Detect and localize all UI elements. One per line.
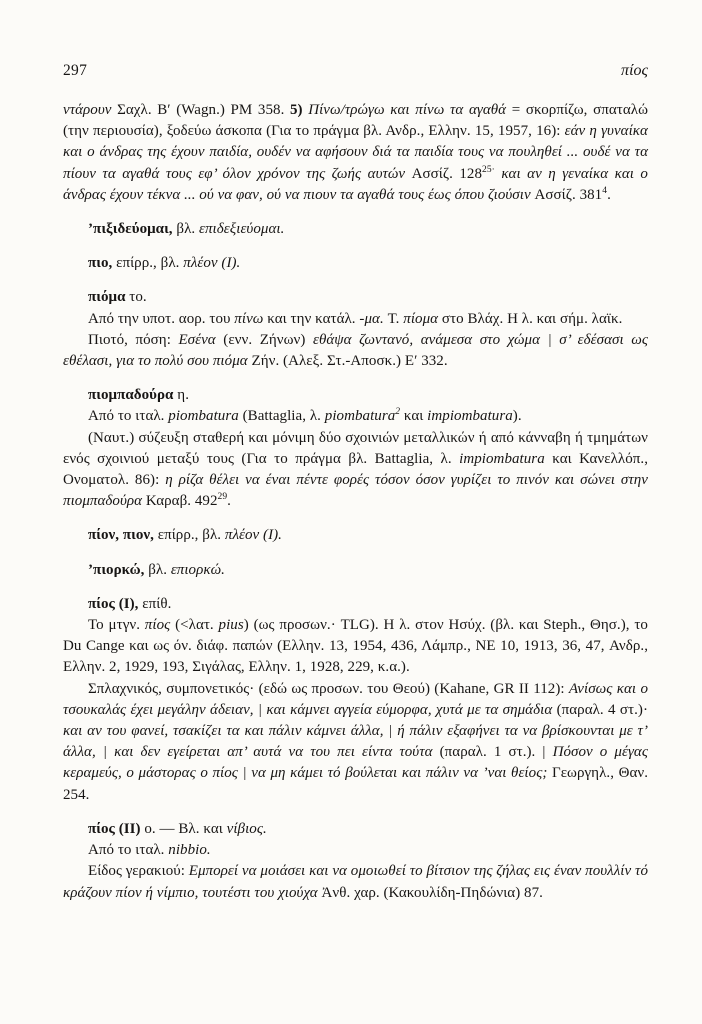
pioma-definition: Πιοτό, πόση: Εσένα (ενν. Ζήνων) εθάψα ζωντανό, ανάμεσα στο χώμα | σ’ εδέσασι ως εθέλασι, για το πολύ σου πιόμα Ζήν. (Αλεξ. Στ.-Αποσκ.) Ε′ 332. (63, 331, 648, 370)
pios-2-definition: Είδος γερακιού: Εμπορεί να μοιάσει και να ομοιωθεί το βίτσιον της ζήλας εις έναν πουλλίν τό κράζουν πίον ή νίμπιο, τουτέστι του χιούχα Ἀνθ. χαρ. (Κακουλίδη-Πηδώνια) 87. (63, 863, 648, 901)
piompadoura-etymology: Από το ιταλ. piombatura (Battaglia, λ. piombatura$^2$ και impiombatura). (88, 407, 522, 425)
page-body (63, 100, 648, 904)
pios-1-etymology: Το μτγν. πίος (<λατ. pius) (ως προσων.· TLG). Η λ. στον Ησύχ. (βλ. και Steph., Θησ.), το Du Cange και ως όν. διάφ. παπών (Ελλην. 13, 1954, 436, Λάμπρ., NE 10, 1913, 36, 47, Ανδρ., Ελλην. 2, 1929, 193, Σιγάλας, Ελλην. 1, 1928, 229, κ.α.). (63, 617, 648, 676)
entry-pixidevomai: ’πιξιδεύομαι, βλ. επιδεξιεύομαι. (88, 221, 285, 238)
entry-piompadoura-headword: πιομπαδούρα η. (88, 387, 189, 404)
pios-1-definition: Σπλαχνικός, συμπονετικός· (εδώ ως προσων. του Θεού) (Kahane, GR II 112): Ανίσως και ο τσουκαλάς έχει μεγάλην άδειαν, | και κάμνει αγγεία εύμορφα, χυτά με τα σημάδια (παραλ. 4 στ.)· και αν του φανεί, τσακίζει τα και πάλιν κάμνει άλλα, | ή πάλιν εξαφήνει τα να βρίσκουνται με τ’ άλλα, | και δεν εγείρεται απ’ αυτά να του πει είντα τούτα (παραλ. 1 στ.). | Πόσον ο μέγας κεραμεύς, ο μάστορας ο πίος | να μη κάμει τό βούλεται και πάλιν να ’ναι θείος; Γεωργηλ., Θαν. 254. (63, 680, 648, 803)
entry-pioma-headword: πιόμα το. (88, 289, 147, 306)
pios-2-etymology: Από το ιταλ. nibbio. (88, 842, 211, 859)
entry-pios-2-headword: πίος (ΙΙ) ο. — Βλ. και νίβιος. (88, 820, 267, 837)
piompadoura-definition: (Ναυτ.) σύζευξη σταθερή και μόνιμη δύο σχοινιών μεταλλικών ή από κάνναβη ή τμημάτων ενός σχοινιού μεταξύ τους (Για το πράγμα βλ. Battaglia, λ. impiombatura και Κανελλόπ., Ονοματολ. 86): η ρίζα θέλει να έναι πέντε φορές τόσον όσον γυρίζει το πινόν και σώνει στην πιομπαδούρα Καραβ. $492^{29}$. (63, 429, 648, 510)
entry-pio: πιο, επίρρ., βλ. πλέον (Ι). (88, 255, 241, 272)
entry-pios-1-headword: πίος (Ι), επίθ. (88, 595, 172, 612)
entry-piorko: ’πιορκώ, βλ. επιορκώ. (88, 561, 225, 578)
pioma-etymology: Από την υποτ. αορ. του πίνω και την κατάλ. -μα. Τ. πίομα στο Βλάχ. Η λ. και σήμ. λαϊκ. (88, 310, 623, 327)
page-header (63, 62, 648, 80)
continuation-paragraph: ντάρουν Σαχλ. Β′ (Wagn.) PM 358. 5) Πίνω/τρώγω και πίνω τα αγαθά = σκορπίζω, σπαταλώ (την περιουσία), ξοδεύω άσκοπα (Για το πράγμα βλ. Ανδρ., Ελλην. 15, 1957, 16): εάν η γυναίκα και ο άνδρας της έχουν παιδία, ουδέν να αφήσουν διά τα παιδία τους να πουληθεί ... ουδέ να τα πίουν τα αγαθά τους εφ’ όλον χρόνον της ζωής αυτών Ασσίζ. $128^{25\cdot}$ και αν η γεναίκα και ο άνδρας έχουν τέκνα ... ού να φαν, ού να πιουν τα αγαθά τους έως όπου ζιούσιν Ασσίζ. $381^4$. (63, 102, 648, 203)
page-number: 297 (63, 62, 88, 79)
entry-pion: πίον, πιον, επίρρ., βλ. πλέον (Ι). (88, 527, 282, 544)
running-head: πίος (621, 62, 648, 79)
